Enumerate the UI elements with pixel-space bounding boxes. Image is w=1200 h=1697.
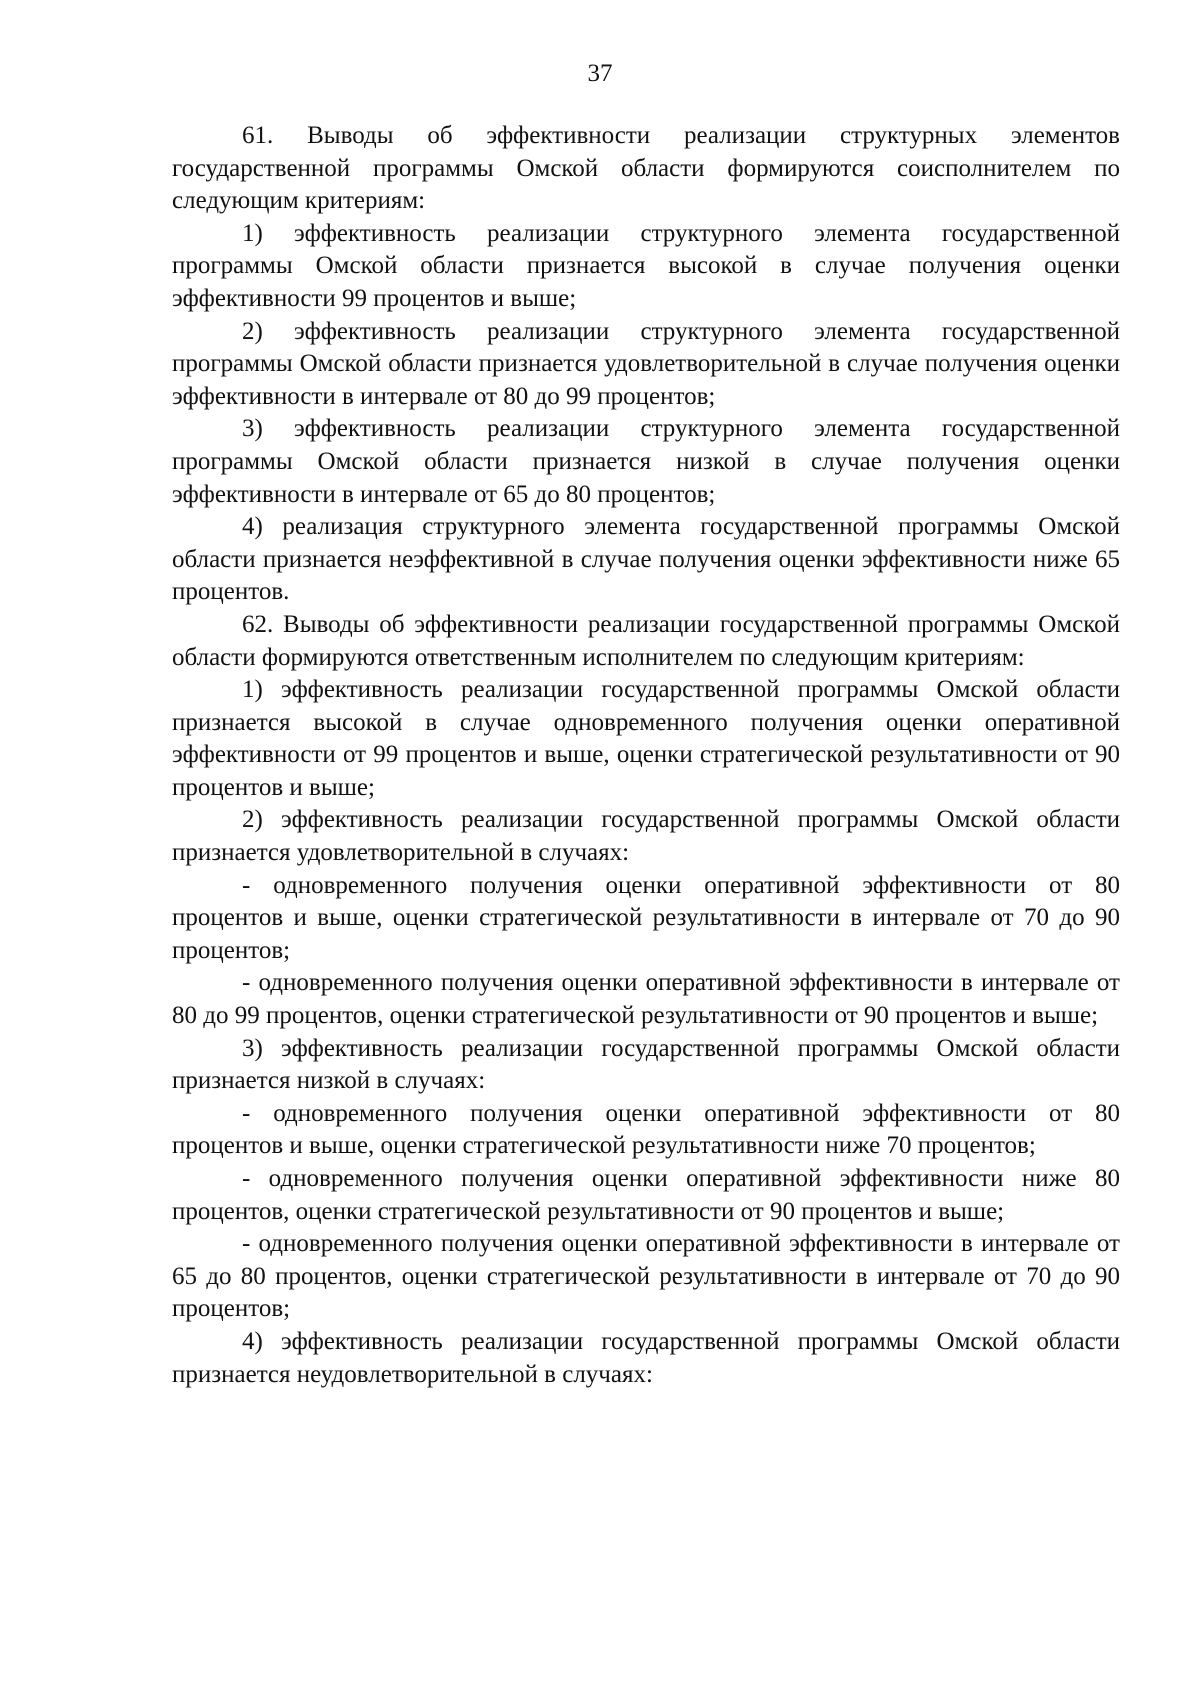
- paragraph-62-item-2: 2) эффективность реализации государственной программы Омской области признается удовлетворительной в случаях:: [172, 806, 1120, 867]
- paragraph-62-item-4: 4) эффективность реализации государственной программы Омской области признается неудовлетворительной в случаях:: [172, 1327, 1120, 1388]
- paragraph-61-item-1: 1) эффективность реализации структурного элемента государственной программы Омской области признается высокой в случае получения оценки эффективности 99 процентов и выше;: [172, 219, 1120, 312]
- paragraph-62-item-3: 3) эффективность реализации государственной программы Омской области признается низкой в случаях:: [172, 1034, 1120, 1095]
- paragraph-62-item-2-case-1: - одновременного получения оценки оперативной эффективности от 80 процентов и выше, оценки стратегической результативности в интервале от 70 до 90 процентов;: [172, 871, 1120, 964]
- page-number: 37: [587, 60, 613, 87]
- document-body: [172, 120, 1120, 1391]
- paragraph-62-item-3-case-2: - одновременного получения оценки оперативной эффективности ниже 80 процентов, оценки стратегической результативности от 90 процентов и выше;: [172, 1165, 1120, 1225]
- paragraph-62-intro: 62. Выводы об эффективности реализации государственной программы Омской области формируются ответственным исполнителем по следующим критериям:: [172, 610, 1120, 671]
- paragraph-62-item-1: 1) эффективность реализации государственной программы Омской области признается высокой в случае одновременного получения оценки оперативной эффективности от 99 процентов и выше, оценки стратегической результативности от 90 процентов и выше;: [172, 676, 1120, 801]
- paragraph-62-item-3-case-1: - одновременного получения оценки оперативной эффективности от 80 процентов и выше, оценки стратегической результативности ниже 70 процентов;: [172, 1099, 1120, 1160]
- paragraph-62-item-2-case-2: - одновременного получения оценки оперативной эффективности в интервале от 80 до 99 процентов, оценки стратегической результативности от 90 процентов и выше;: [172, 969, 1120, 1030]
- paragraph-61-item-4: 4) реализация структурного элемента государственной программы Омской области признается неэффективной в случае получения оценки эффективности ниже 65 процентов.: [172, 513, 1120, 606]
- paragraph-61-item-3: 3) эффективность реализации структурного элемента государственной программы Омской области признается низкой в случае получения оценки эффективности в интервале от 65 до 80 процентов;: [172, 415, 1120, 508]
- paragraph-61-item-2: 2) эффективность реализации структурного элемента государственной программы Омской области признается удовлетворительной в случае получения оценки эффективности в интервале от 80 до 99 процентов;: [172, 317, 1120, 410]
- paragraph-61-intro: 61. Выводы об эффективности реализации структурных элементов государственной программы Омской области формируются соисполнителем по следующим критериям:: [172, 122, 1120, 215]
- paragraph-62-item-3-case-3: - одновременного получения оценки оперативной эффективности в интервале от 65 до 80 процентов, оценки стратегической результативности в интервале от 70 до 90 процентов;: [172, 1230, 1120, 1323]
